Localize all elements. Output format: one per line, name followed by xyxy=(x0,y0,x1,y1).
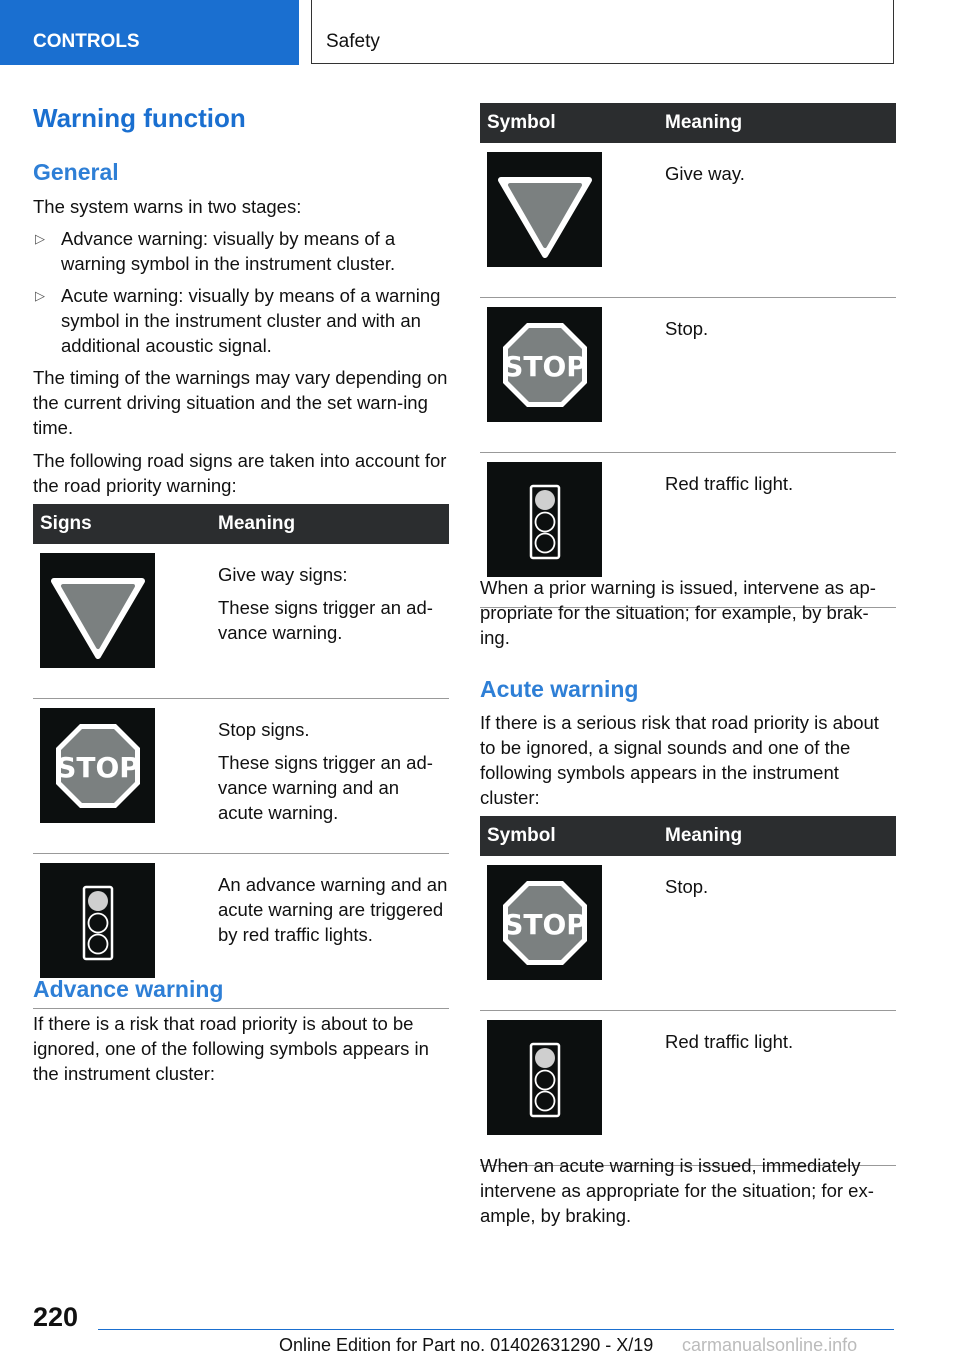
prior-warning-text: When a prior warning is issued, intervene as ap‐propriate for the situation; for example, by brak‐ing. xyxy=(480,577,876,648)
yield-sign-icon xyxy=(487,152,602,267)
advance-symbol-table xyxy=(480,103,896,608)
signs-table xyxy=(33,504,449,1009)
table-row: Red traffic light. xyxy=(480,453,896,608)
table-row: STOP Stop. xyxy=(480,856,896,1011)
acute-warning-heading: Acute warning xyxy=(480,676,639,702)
page-title: Warning function xyxy=(33,103,246,133)
triangle-bullet-icon: ▷ xyxy=(35,288,45,303)
watermark-text: carmanualsonline.info xyxy=(682,1335,858,1355)
footer-rule xyxy=(98,1329,894,1330)
bullet-item: ▷ Acute warning: visually by means of a warning symbol in the instrument cluster and with an additional acoustic signal. xyxy=(35,285,441,356)
advance-warning-heading: Advance warning xyxy=(33,976,224,1002)
table-row: STOP Stop signs. These signs trigger an ad‐vance warning and an acute warning. xyxy=(33,699,449,854)
table-row: STOP Stop. xyxy=(480,298,896,453)
traffic-light-icon xyxy=(40,863,155,978)
col-header-meaning: Meaning xyxy=(206,504,449,544)
section-label: CONTROLS xyxy=(33,31,140,52)
bullet-item: ▷ Advance warning: visually by means of a warning symbol in the instrument cluster. xyxy=(35,228,396,274)
traffic-light-icon xyxy=(487,462,602,577)
stop-sign-icon xyxy=(40,708,155,823)
yield-sign-icon xyxy=(40,553,155,668)
col-header-symbol: Symbol xyxy=(480,816,653,856)
chapter-tab xyxy=(311,0,894,64)
acute-action-text: When an acute warning is issued, immediately intervene as appropriate for the situation; for ex‐ample, by braking. xyxy=(480,1155,874,1226)
advance-warning-text: If there is a risk that road priority is about to be ignored, one of the following symbols appears in the instrument cluster: xyxy=(33,1013,429,1084)
section-tab xyxy=(0,0,299,65)
col-header-meaning: Meaning xyxy=(653,816,896,856)
general-heading: General xyxy=(33,159,119,185)
col-header-meaning: Meaning xyxy=(653,103,896,143)
col-header-signs: Signs xyxy=(33,504,206,544)
page-number: 220 xyxy=(33,1302,79,1332)
timing-text: The timing of the warnings may vary depending on the current driving situation and the set warn‐ing time. xyxy=(33,367,448,438)
chapter-label: Safety xyxy=(326,31,380,52)
table-row: Red traffic light. xyxy=(480,1011,896,1166)
table-row: Give way signs: These signs trigger an ad‐vance warning. xyxy=(33,544,449,699)
edition-text: Online Edition for Part no. 01402631290 - X/19 xyxy=(279,1335,654,1355)
intro-text: The system warns in two stages: xyxy=(33,196,302,217)
triangle-bullet-icon: ▷ xyxy=(35,231,45,246)
acute-symbol-table xyxy=(480,816,896,1166)
traffic-light-icon xyxy=(487,1020,602,1135)
svg-text:STOP: STOP xyxy=(55,750,140,784)
stop-sign-icon xyxy=(487,865,602,980)
table-row: Give way. xyxy=(480,143,896,298)
svg-text:STOP: STOP xyxy=(502,349,587,383)
col-header-symbol: Symbol xyxy=(480,103,653,143)
stop-sign-icon xyxy=(487,307,602,422)
road-signs-intro: The following road signs are taken into account for the road priority warning: xyxy=(33,450,447,496)
table-row: An advance warning and an acute warning are triggered by red traffic lights. xyxy=(33,854,449,1009)
acute-warning-text: If there is a serious risk that road priority is about to be ignored, a signal sounds and one of the following symbols appears in the instrument cluster: xyxy=(480,712,879,808)
svg-text:STOP: STOP xyxy=(502,907,587,941)
